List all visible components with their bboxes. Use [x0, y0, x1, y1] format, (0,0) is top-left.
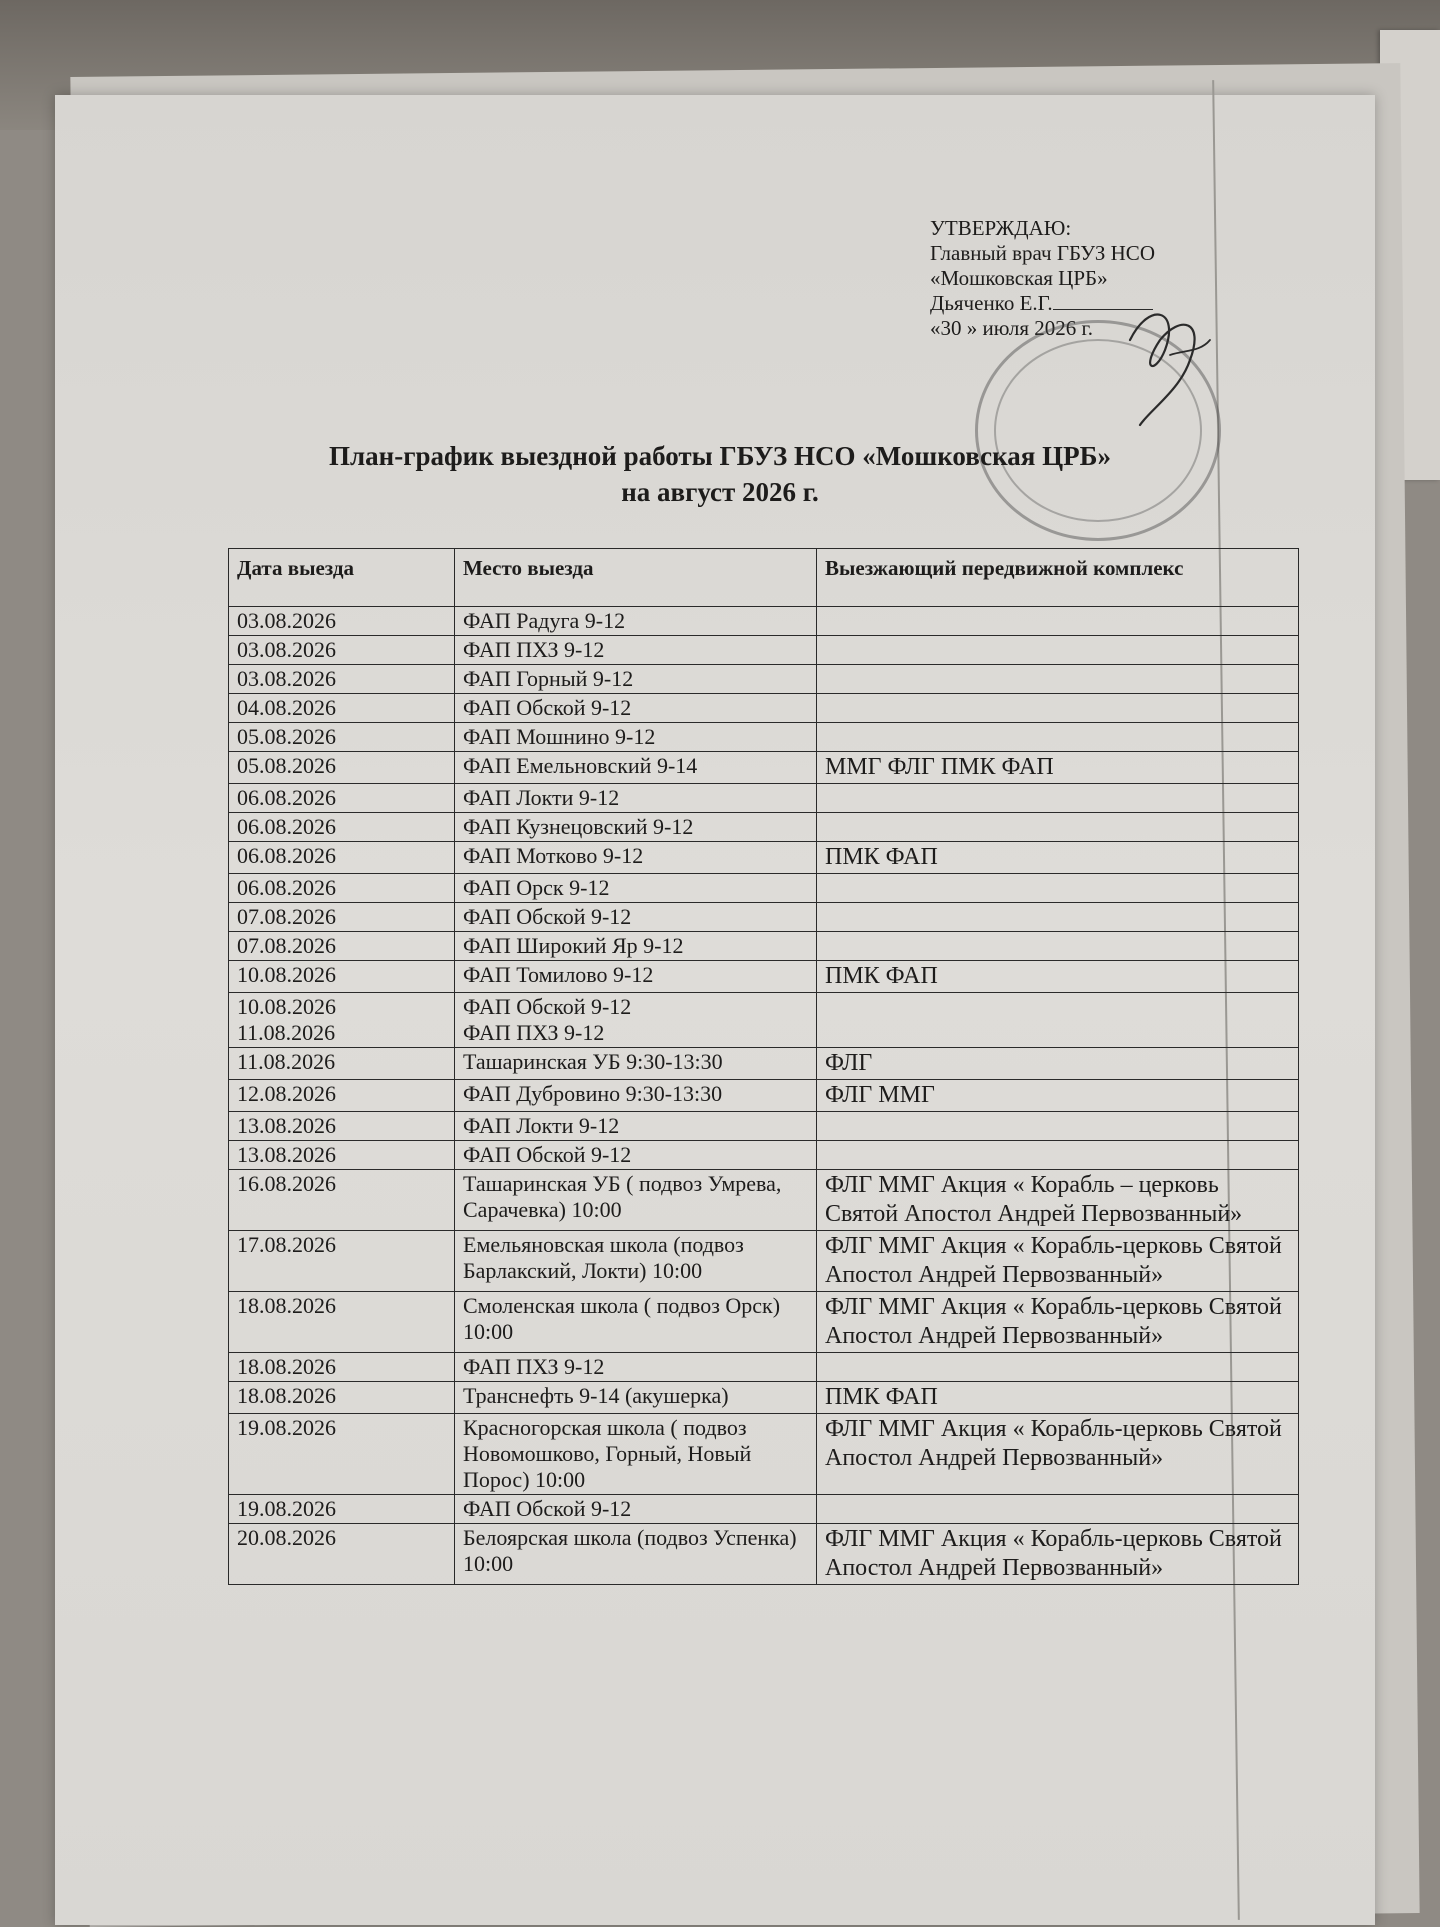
cell-place: ФАП Орск 9-12 — [455, 874, 817, 903]
header-date: Дата выезда — [229, 549, 455, 607]
cell-date: 10.08.2026 — [229, 961, 455, 993]
cell-place: ФАП Обской 9-12 ФАП ПХЗ 9-12 — [455, 993, 817, 1048]
table-row — [229, 1382, 1299, 1414]
table-row — [229, 636, 1299, 665]
table-row — [229, 1170, 1299, 1231]
cell-date: 07.08.2026 — [229, 903, 455, 932]
cell-place: ФАП Обской 9-12 — [455, 694, 817, 723]
cell-place: ФАП Локти 9-12 — [455, 1112, 817, 1141]
cell-place: ФАП Локти 9-12 — [455, 784, 817, 813]
cell-complex — [817, 813, 1299, 842]
table-row — [229, 874, 1299, 903]
cell-date: 03.08.2026 — [229, 665, 455, 694]
table-row — [229, 993, 1299, 1048]
cell-place: ФАП Широкий Яр 9-12 — [455, 932, 817, 961]
table-row — [229, 694, 1299, 723]
cell-place: ФАП Дубровино 9:30-13:30 — [455, 1080, 817, 1112]
table-row — [229, 1112, 1299, 1141]
cell-place: Ташаринская УБ 9:30-13:30 — [455, 1048, 817, 1080]
cell-date: 16.08.2026 — [229, 1170, 455, 1231]
table-row — [229, 1048, 1299, 1080]
cell-date: 19.08.2026 — [229, 1495, 455, 1524]
table-row — [229, 607, 1299, 636]
cell-date: 18.08.2026 — [229, 1292, 455, 1353]
cell-place: ФАП Обской 9-12 — [455, 1495, 817, 1524]
cell-complex — [817, 874, 1299, 903]
cell-complex: ПМК ФАП — [817, 842, 1299, 874]
cell-date: 06.08.2026 — [229, 874, 455, 903]
cell-date: 11.08.2026 — [229, 1048, 455, 1080]
table-row — [229, 1495, 1299, 1524]
cell-date: 06.08.2026 — [229, 842, 455, 874]
cell-place: ФАП Обской 9-12 — [455, 1141, 817, 1170]
cell-date: 06.08.2026 — [229, 784, 455, 813]
cell-complex — [817, 1112, 1299, 1141]
cell-complex: ФЛГ ММГ Акция « Корабль-церковь Святой Апостол Андрей Первозванный» — [817, 1231, 1299, 1292]
table-row — [229, 665, 1299, 694]
cell-place: Ташаринская УБ ( подвоз Умрева, Сарачевка) 10:00 — [455, 1170, 817, 1231]
cell-complex — [817, 903, 1299, 932]
cell-date: 20.08.2026 — [229, 1524, 455, 1585]
cell-place: ФАП Кузнецовский 9-12 — [455, 813, 817, 842]
table-row — [229, 1141, 1299, 1170]
cell-date: 06.08.2026 — [229, 813, 455, 842]
cell-date: 03.08.2026 — [229, 636, 455, 665]
cell-place: ФАП Обской 9-12 — [455, 903, 817, 932]
cell-place: ФАП ПХЗ 9-12 — [455, 1353, 817, 1382]
cell-place: Красногорская школа ( подвоз Новомошково, Горный, Новый Порос) 10:00 — [455, 1414, 817, 1495]
cell-complex — [817, 1495, 1299, 1524]
approval-heading: УТВЕРЖДАЮ: — [930, 216, 1072, 240]
cell-place: ФАП Емельновский 9-14 — [455, 752, 817, 784]
approval-signer-name: Дьяченко Е.Г. — [930, 291, 1053, 315]
cell-complex: ФЛГ — [817, 1048, 1299, 1080]
table-header-row — [229, 549, 1299, 607]
cell-place: Смоленская школа ( подвоз Орск) 10:00 — [455, 1292, 817, 1353]
cell-complex: ПМК ФАП — [817, 961, 1299, 993]
cell-complex — [817, 607, 1299, 636]
cell-date: 18.08.2026 — [229, 1382, 455, 1414]
cell-complex: ФЛГ ММГ Акция « Корабль – церковь Святой Апостол Андрей Первозванный» — [817, 1170, 1299, 1231]
cell-complex — [817, 1141, 1299, 1170]
table-row — [229, 1353, 1299, 1382]
table-row — [229, 813, 1299, 842]
table-row — [229, 903, 1299, 932]
approval-position: Главный врач ГБУЗ НСО — [930, 241, 1155, 265]
cell-complex — [817, 665, 1299, 694]
cell-complex — [817, 723, 1299, 752]
table-row — [229, 784, 1299, 813]
cell-place: Белоярская школа (подвоз Успенка) 10:00 — [455, 1524, 817, 1585]
cell-date: 05.08.2026 — [229, 723, 455, 752]
cell-complex: ФЛГ ММГ — [817, 1080, 1299, 1112]
approval-organization: «Мошковская ЦРБ» — [930, 266, 1108, 290]
cell-complex — [817, 993, 1299, 1048]
cell-complex — [817, 1353, 1299, 1382]
cell-complex: ММГ ФЛГ ПМК ФАП — [817, 752, 1299, 784]
cell-complex — [817, 932, 1299, 961]
cell-place: ФАП Томилово 9-12 — [455, 961, 817, 993]
table-body — [229, 607, 1299, 1585]
table-row — [229, 723, 1299, 752]
header-place: Место выезда — [455, 549, 817, 607]
cell-complex — [817, 784, 1299, 813]
cell-date: 04.08.2026 — [229, 694, 455, 723]
cell-date: 17.08.2026 — [229, 1231, 455, 1292]
cell-place: Транснефть 9-14 (акушерка) — [455, 1382, 817, 1414]
cell-date: 07.08.2026 — [229, 932, 455, 961]
cell-complex: ФЛГ ММГ Акция « Корабль-церковь Святой Апостол Андрей Первозванный» — [817, 1524, 1299, 1585]
cell-complex — [817, 636, 1299, 665]
cell-place: ФАП Мотково 9-12 — [455, 842, 817, 874]
cell-date: 13.08.2026 — [229, 1141, 455, 1170]
table-row — [229, 752, 1299, 784]
cell-place: ФАП Горный 9-12 — [455, 665, 817, 694]
cell-date: 05.08.2026 — [229, 752, 455, 784]
cell-place: Емельяновская школа (подвоз Барлакский, Локти) 10:00 — [455, 1231, 817, 1292]
document-title — [240, 438, 1200, 510]
schedule-table — [228, 548, 1299, 1585]
cell-date: 13.08.2026 — [229, 1112, 455, 1141]
cell-date: 18.08.2026 — [229, 1353, 455, 1382]
cell-complex: ФЛГ ММГ Акция « Корабль-церковь Святой Апостол Андрей Первозванный» — [817, 1292, 1299, 1353]
cell-date: 10.08.2026 11.08.2026 — [229, 993, 455, 1048]
cell-place: ФАП ПХЗ 9-12 — [455, 636, 817, 665]
table-row — [229, 1524, 1299, 1585]
title-line-2: на август 2026 г. — [621, 477, 819, 507]
table-row — [229, 932, 1299, 961]
cell-date: 19.08.2026 — [229, 1414, 455, 1495]
cell-complex — [817, 694, 1299, 723]
title-line-1: План-график выездной работы ГБУЗ НСО «Мошковская ЦРБ» — [329, 441, 1111, 471]
table-row — [229, 1292, 1299, 1353]
table-row — [229, 1080, 1299, 1112]
cell-complex: ПМК ФАП — [817, 1382, 1299, 1414]
cell-place: ФАП Мошнино 9-12 — [455, 723, 817, 752]
table-row — [229, 842, 1299, 874]
table-row — [229, 1414, 1299, 1495]
cell-place: ФАП Радуга 9-12 — [455, 607, 817, 636]
cell-date: 03.08.2026 — [229, 607, 455, 636]
header-complex: Выезжающий передвижной комплекс — [817, 549, 1299, 607]
table-row — [229, 961, 1299, 993]
handwritten-signature — [1110, 280, 1230, 430]
table-row — [229, 1231, 1299, 1292]
cell-date: 12.08.2026 — [229, 1080, 455, 1112]
cell-complex: ФЛГ ММГ Акция « Корабль-церковь Святой Апостол Андрей Первозванный» — [817, 1414, 1299, 1495]
approval-date: «30 » июля 2026 г. — [930, 316, 1094, 340]
